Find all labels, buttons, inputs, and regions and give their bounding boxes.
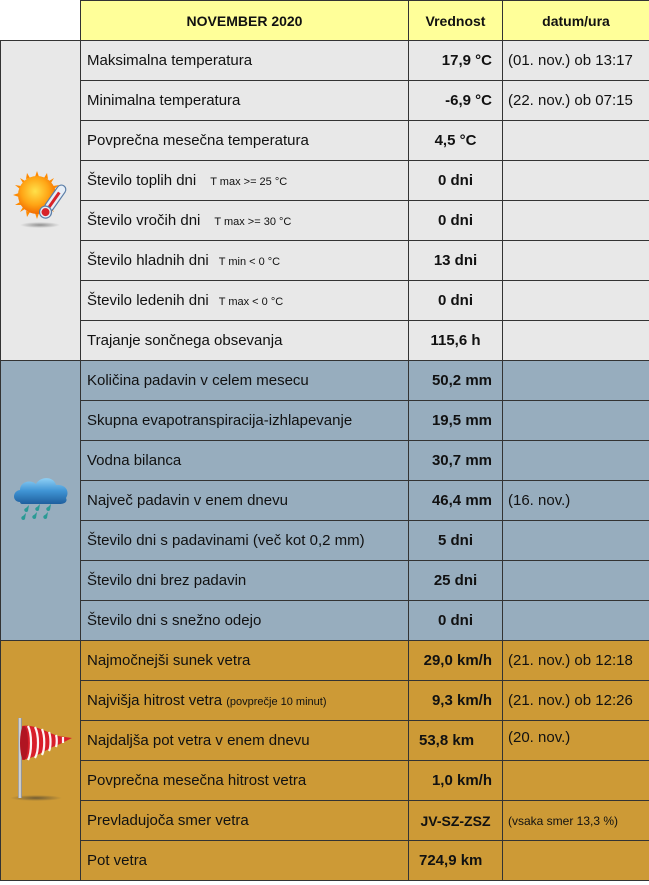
precipitation-icon-cell	[1, 361, 81, 641]
row-label: Največ padavin v enem dnevu	[81, 481, 409, 521]
table-row	[1, 841, 649, 881]
row-value: 9,3 km/h	[409, 681, 503, 721]
row-label: Število dni brez padavin	[81, 561, 409, 601]
row-date	[503, 201, 649, 241]
row-note: (povprečje 10 minut)	[226, 696, 327, 708]
row-date: (22. nov.) ob 07:15	[503, 81, 649, 121]
row-date	[503, 441, 649, 481]
table-row	[1, 441, 649, 481]
row-label: Število hladnih dni T min < 0 °C	[81, 241, 409, 281]
row-date	[503, 241, 649, 281]
row-label: Število ledenih dni T max < 0 °C	[81, 281, 409, 321]
header-blank	[1, 1, 81, 41]
row-value: 19,5 mm	[409, 401, 503, 441]
row-value: 50,2 mm	[409, 361, 503, 401]
wind-icon-cell	[1, 641, 81, 881]
row-value: 5 dni	[409, 521, 503, 561]
row-label: Najmočnejši sunek vetra	[81, 641, 409, 681]
row-label: Skupna evapotranspiracija-izhlapevanje	[81, 401, 409, 441]
row-value: 0 dni	[409, 201, 503, 241]
row-value: -6,9 °C	[409, 81, 503, 121]
row-date: (20. nov.)	[503, 721, 649, 761]
row-value: 13 dni	[409, 241, 503, 281]
table-row	[1, 801, 649, 841]
row-date	[503, 401, 649, 441]
row-value: 25 dni	[409, 561, 503, 601]
row-label: Povprečna mesečna hitrost vetra	[81, 761, 409, 801]
row-label: Število vročih dni T max >= 30 °C	[81, 201, 409, 241]
row-date	[503, 841, 649, 881]
table-row	[1, 121, 649, 161]
table-row	[1, 721, 649, 761]
row-note: T max >= 25 °C	[210, 176, 288, 188]
row-value: 1,0 km/h	[409, 761, 503, 801]
row-value: 724,9 km	[409, 841, 503, 881]
row-note: T max < 0 °C	[218, 296, 284, 308]
table-row	[1, 561, 649, 601]
row-value: 30,7 mm	[409, 441, 503, 481]
row-date	[503, 321, 649, 361]
row-label: Pot vetra	[81, 841, 409, 881]
row-label: Prevladujoča smer vetra	[81, 801, 409, 841]
table-row	[1, 481, 649, 521]
row-label: Maksimalna temperatura	[81, 41, 409, 81]
row-note: T max >= 30 °C	[214, 216, 292, 228]
table-row	[1, 321, 649, 361]
row-label: Minimalna temperatura	[81, 81, 409, 121]
row-date	[503, 601, 649, 641]
row-value: JV-SZ-ZSZ	[409, 801, 503, 841]
row-date	[503, 521, 649, 561]
table-row	[1, 41, 649, 81]
rain-cloud-icon	[10, 474, 72, 528]
row-label: Trajanje sončnega obsevanja	[81, 321, 409, 361]
row-value: 53,8 km	[409, 721, 503, 761]
row-label: Število dni s padavinami (več kot 0,2 mm)	[81, 521, 409, 561]
row-label: Količina padavin v celem mesecu	[81, 361, 409, 401]
row-value: 0 dni	[409, 161, 503, 201]
row-label: Število dni s snežno odejo	[81, 601, 409, 641]
row-date: (16. nov.)	[503, 481, 649, 521]
row-label: Najvišja hitrost vetra (povprečje 10 minut)	[81, 681, 409, 721]
table-row	[1, 681, 649, 721]
row-value: 0 dni	[409, 601, 503, 641]
row-label: Najdaljša pot vetra v enem dnevu	[81, 721, 409, 761]
table-row	[1, 281, 649, 321]
row-label: Vodna bilanca	[81, 441, 409, 481]
temperature-icon-cell	[1, 41, 81, 361]
row-note: T min < 0 °C	[218, 256, 281, 268]
row-date	[503, 561, 649, 601]
row-label: Število toplih dni T max >= 25 °C	[81, 161, 409, 201]
header-title: NOVEMBER 2020	[81, 1, 409, 41]
row-date	[503, 281, 649, 321]
table-row	[1, 521, 649, 561]
row-value: 115,6 h	[409, 321, 503, 361]
row-value: 29,0 km/h	[409, 641, 503, 681]
header-row	[1, 1, 649, 41]
row-date: (21. nov.) ob 12:18	[503, 641, 649, 681]
row-date	[503, 121, 649, 161]
table-row	[1, 761, 649, 801]
windsock-icon	[6, 714, 76, 808]
table-row	[1, 361, 649, 401]
row-date: (21. nov.) ob 12:26	[503, 681, 649, 721]
row-value: 17,9 °C	[409, 41, 503, 81]
table-row	[1, 401, 649, 441]
table-row	[1, 601, 649, 641]
table-row	[1, 81, 649, 121]
row-date: (vsaka smer 13,3 %)	[503, 801, 649, 841]
table-row	[1, 161, 649, 201]
row-value: 0 dni	[409, 281, 503, 321]
header-value: Vrednost	[409, 1, 503, 41]
table-row	[1, 241, 649, 281]
row-value: 4,5 °C	[409, 121, 503, 161]
row-date: (01. nov.) ob 13:17	[503, 41, 649, 81]
row-date	[503, 761, 649, 801]
header-date: datum/ura	[503, 1, 649, 41]
table-row	[1, 641, 649, 681]
row-label: Povprečna mesečna temperatura	[81, 121, 409, 161]
table-row	[1, 201, 649, 241]
row-date	[503, 161, 649, 201]
sun-thermometer-icon	[10, 168, 72, 234]
row-value: 46,4 mm	[409, 481, 503, 521]
row-date	[503, 361, 649, 401]
